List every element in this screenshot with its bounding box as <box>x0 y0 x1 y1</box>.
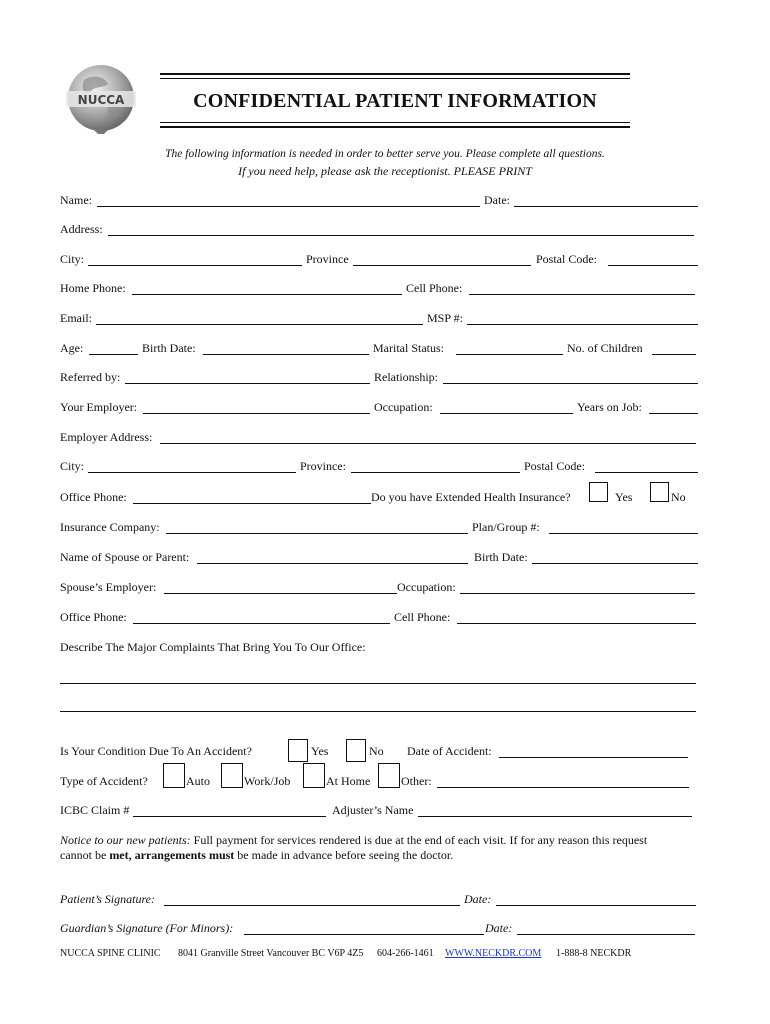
row-accident-type <box>60 774 710 792</box>
accident-date-label: Date of Accident: <box>407 744 492 758</box>
accident-no-checkbox[interactable] <box>346 739 366 762</box>
emp-province-field[interactable] <box>351 472 520 473</box>
cell-phone-label: Cell Phone: <box>406 281 463 295</box>
province-label: Province <box>306 252 349 266</box>
work-job-checkbox[interactable] <box>221 763 243 788</box>
row-insurance <box>60 520 710 538</box>
extended-health-no-label: No <box>671 490 686 504</box>
city-field[interactable] <box>88 265 302 266</box>
patient-signature-label: Patient’s Signature: <box>60 892 155 906</box>
footer-address: 8041 Granville Street Vancouver BC V6P 4Z5 <box>178 948 364 959</box>
title-rule-top <box>160 73 630 75</box>
city-label: City: <box>60 252 85 266</box>
extended-health-yes-label: Yes <box>615 490 633 504</box>
title-rule-bottom-thin <box>160 122 630 123</box>
accident-type-label: Type of Accident? <box>60 774 148 788</box>
emp-postal-code-field[interactable] <box>595 472 698 473</box>
children-field[interactable] <box>652 354 696 355</box>
footer-phone: 604-266-1461 <box>377 948 434 959</box>
row-age <box>60 341 710 359</box>
accident-question-label: Is Your Condition Due To An Accident? <box>60 744 252 758</box>
other-checkbox[interactable] <box>378 763 400 788</box>
extended-health-yes-checkbox[interactable] <box>589 482 608 502</box>
patient-signature-field[interactable] <box>164 905 460 906</box>
home-phone-label: Home Phone: <box>60 281 126 295</box>
nucca-logo <box>64 62 138 136</box>
age-field[interactable] <box>89 354 138 355</box>
plan-group-label: Plan/Group #: <box>472 520 540 534</box>
accident-date-field[interactable] <box>499 757 688 758</box>
emp-city-label: City: <box>60 459 85 473</box>
home-phone-field[interactable] <box>132 294 402 295</box>
icbc-claim-label: ICBC Claim # <box>60 803 130 817</box>
relationship-field[interactable] <box>443 383 698 384</box>
insurance-company-label: Insurance Company: <box>60 520 160 534</box>
spouse-cell-phone-field[interactable] <box>457 623 696 624</box>
insurance-company-field[interactable] <box>166 533 468 534</box>
row-employer-address <box>60 430 710 448</box>
office-phone-field[interactable] <box>133 503 371 504</box>
notice-text-2-bold: met, arrangements must <box>109 848 235 862</box>
emp-postal-code-label: Postal Code: <box>524 459 586 473</box>
spouse-office-phone-field[interactable] <box>133 623 390 624</box>
name-field[interactable] <box>97 206 480 207</box>
emp-province-label: Province: <box>300 459 346 473</box>
work-job-label: Work/Job <box>244 774 291 788</box>
province-field[interactable] <box>353 265 531 266</box>
footer-clinic: NUCCA SPINE CLINIC <box>60 948 161 959</box>
accident-yes-checkbox[interactable] <box>288 739 308 762</box>
postal-code-label: Postal Code: <box>536 252 598 266</box>
at-home-label: At Home <box>326 774 371 788</box>
row-referred <box>60 370 710 388</box>
date-field[interactable] <box>514 206 698 207</box>
address-label: Address: <box>60 222 103 236</box>
accident-yes-label: Yes <box>311 744 329 758</box>
complaints-field-1[interactable] <box>60 683 696 684</box>
auto-checkbox[interactable] <box>163 763 185 788</box>
employer-address-field[interactable] <box>160 443 696 444</box>
row-complaints-line-1 <box>60 670 710 688</box>
extended-health-no-checkbox[interactable] <box>650 482 669 502</box>
notice-line-1 <box>60 833 647 848</box>
guardian-signature-label: Guardian’s Signature (For Minors): <box>60 921 234 935</box>
years-on-job-label: Years on Job: <box>577 400 642 414</box>
title-rule-top-thin <box>160 78 630 79</box>
other-field[interactable] <box>437 787 689 788</box>
employer-address-label: Employer Address: <box>60 430 153 444</box>
spouse-birth-date-label: Birth Date: <box>474 550 528 564</box>
row-spouse-employer <box>60 580 710 598</box>
page-title: CONFIDENTIAL PATIENT INFORMATION <box>193 90 597 112</box>
row-name <box>60 193 710 211</box>
complaints-label: Describe The Major Complaints That Bring You To Our Office: <box>60 640 366 654</box>
marital-status-label: Marital Status: <box>373 341 444 355</box>
address-field[interactable] <box>108 235 694 236</box>
msp-label: MSP #: <box>427 311 463 325</box>
guardian-date-label: Date: <box>485 921 513 935</box>
age-label: Age: <box>60 341 84 355</box>
row-accident <box>60 744 710 762</box>
your-employer-field[interactable] <box>143 413 370 414</box>
accident-no-label: No <box>369 744 384 758</box>
office-phone-label: Office Phone: <box>60 490 127 504</box>
notice-text-2-pre: cannot be <box>60 848 110 862</box>
plan-group-field[interactable] <box>549 533 698 534</box>
your-employer-label: Your Employer: <box>60 400 138 414</box>
cell-phone-field[interactable] <box>469 294 695 295</box>
footer-website-link[interactable]: WWW.NECKDR.COM <box>445 948 542 959</box>
intro-line-2: If you need help, please ask the receptionist. PLEASE PRINT <box>238 164 532 178</box>
spouse-occupation-field[interactable] <box>460 593 695 594</box>
notice-lead: Notice to our new patients: <box>60 833 191 847</box>
row-employer <box>60 400 710 418</box>
row-office-phone <box>60 490 710 508</box>
spouse-office-phone-label: Office Phone: <box>60 610 127 624</box>
spouse-parent-name-label: Name of Spouse or Parent: <box>60 550 190 564</box>
row-spouse-phones <box>60 610 710 628</box>
occupation-field[interactable] <box>440 413 573 414</box>
spouse-employer-label: Spouse’s Employer: <box>60 580 157 594</box>
email-label: Email: <box>60 311 92 325</box>
guardian-signature-field[interactable] <box>244 934 484 935</box>
guardian-date-field[interactable] <box>517 934 695 935</box>
at-home-checkbox[interactable] <box>303 763 325 788</box>
spouse-employer-field[interactable] <box>164 593 397 594</box>
spouse-cell-phone-label: Cell Phone: <box>394 610 451 624</box>
complaints-field-2[interactable] <box>60 711 696 712</box>
notice-line-2 <box>60 848 453 863</box>
row-spouse-name <box>60 550 710 568</box>
adjusters-name-label: Adjuster’s Name <box>332 803 414 817</box>
row-address <box>60 222 710 240</box>
msp-field[interactable] <box>467 324 698 325</box>
spouse-occupation-label: Occupation: <box>397 580 456 594</box>
marital-status-field[interactable] <box>456 354 563 355</box>
patient-date-label: Date: <box>464 892 492 906</box>
row-phones <box>60 281 710 299</box>
birth-date-field[interactable] <box>203 354 369 355</box>
children-label: No. of Children <box>567 341 643 355</box>
years-on-job-field[interactable] <box>649 413 698 414</box>
email-field[interactable] <box>96 324 423 325</box>
date-label: Date: <box>484 193 510 207</box>
referred-by-field[interactable] <box>125 383 370 384</box>
occupation-label: Occupation: <box>374 400 433 414</box>
row-complaints <box>60 640 710 658</box>
row-emp-city <box>60 459 710 477</box>
row-guardian-signature <box>60 921 710 939</box>
logo-text: NUCCA <box>77 93 125 107</box>
footer-tollfree: 1-888-8 NECKDR <box>556 948 632 959</box>
postal-code-field[interactable] <box>608 265 698 266</box>
title-rule-bottom <box>160 126 630 128</box>
notice-text-2-post: be made in advance before seeing the doctor. <box>234 848 454 862</box>
row-icbc <box>60 803 710 821</box>
birth-date-label: Birth Date: <box>142 341 196 355</box>
referred-by-label: Referred by: <box>60 370 121 384</box>
row-patient-signature <box>60 892 710 910</box>
other-label: Other: <box>401 774 432 788</box>
extended-health-label: Do you have Extended Health Insurance? <box>371 490 571 504</box>
emp-city-field[interactable] <box>88 472 296 473</box>
auto-label: Auto <box>186 774 210 788</box>
spouse-parent-name-field[interactable] <box>197 563 468 564</box>
patient-date-field[interactable] <box>496 905 696 906</box>
adjusters-name-field[interactable] <box>418 816 692 817</box>
notice-text-1: Full payment for services rendered is due at the end of each visit. If for any reason this request <box>190 833 648 847</box>
relationship-label: Relationship: <box>374 370 438 384</box>
intro-line-1: The following information is needed in order to better serve you. Please complete all questions. <box>165 148 605 160</box>
row-email <box>60 311 710 329</box>
row-city <box>60 252 710 270</box>
name-label: Name: <box>60 193 92 207</box>
spouse-birth-date-field[interactable] <box>532 563 698 564</box>
icbc-claim-field[interactable] <box>133 816 326 817</box>
row-complaints-line-2 <box>60 698 710 716</box>
